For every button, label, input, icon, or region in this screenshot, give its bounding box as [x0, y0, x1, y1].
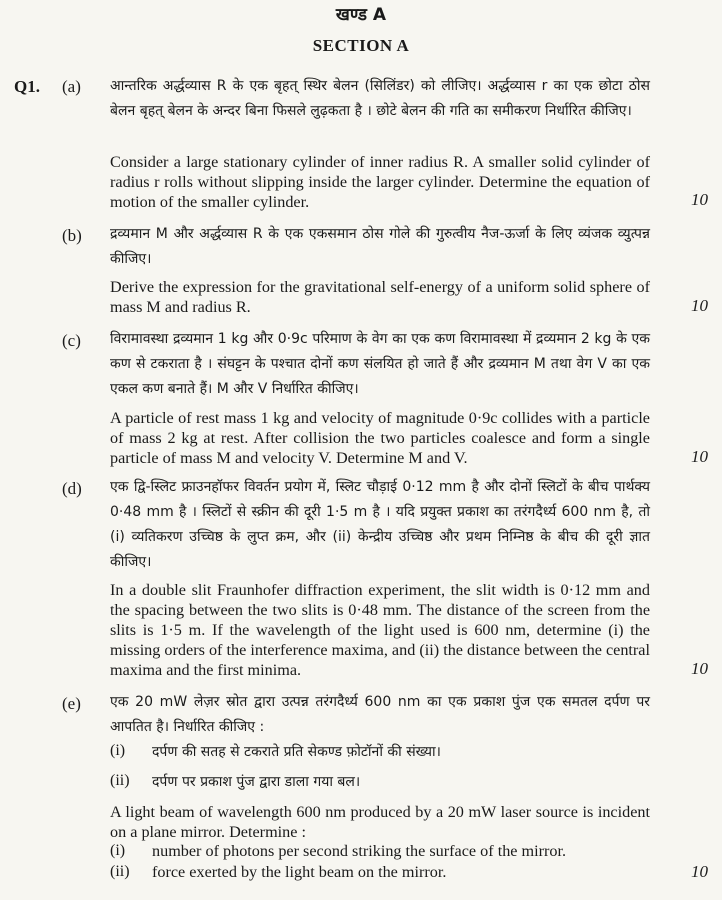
part-c-english: A particle of rest mass 1 kg and velocity of magnitude 0·9c collides with a particle of mass 2 kg at rest. After collision the two particles coalesce and form a single particle of mass M and velocity V. Determine M and V. — [110, 409, 650, 467]
part-d-marks: 10 — [691, 659, 708, 678]
part-c-hindi: विरामावस्था द्रव्यमान 1 kg और 0·9c परिमाण के वेग का एक कण विरामावस्था में द्रव्यमान 2 kg के एक कण से टकराता है । संघट्टन के पश्चात दोनों कण संलयित हो जाते हैं और द्रव्यमान M तथा वेग V का एक एकल कण बनाते हैं। M और V निर्धारित कीजिए। — [110, 331, 650, 397]
part-e-hindi-item-ii-label: (ii) — [110, 772, 130, 789]
part-e-english-item-ii-text: force exerted by the light beam on the mirror. — [152, 863, 447, 881]
part-b-marks: 10 — [691, 296, 708, 315]
part-e-hindi: एक 20 mW लेज़र स्रोत द्वारा उत्पन्न तरंगदैर्ध्य 600 nm का एक प्रकाश पुंज एक समतल दर्पण पर आपतित है। निर्धारित कीजिए : — [110, 694, 650, 735]
question-number: Q1. — [14, 77, 40, 96]
part-c-marks: 10 — [691, 447, 708, 466]
part-e-hindi-item-ii-text: दर्पण पर प्रकाश पुंज द्वारा डाला गया बल। — [152, 774, 361, 790]
part-b-hindi: द्रव्यमान M और अर्द्धव्यास R के एक एकसमान ठोस गोले की गुरुत्वीय नैज-ऊर्जा के लिए व्यंजक व्युत्पन्न कीजिए। — [110, 226, 650, 267]
part-b-english: Derive the expression for the gravitational self-energy of a uniform solid sphere of mass M and radius R. — [110, 278, 650, 316]
part-e-hindi-item-i-text: दर्पण की सतह से टकराते प्रति सेकण्ड फ़ोटॉनों की संख्या। — [152, 744, 441, 760]
part-e-english: A light beam of wavelength 600 nm produced by a 20 mW laser source is incident on a plane mirror. Determine : — [110, 803, 650, 841]
part-a-english: Consider a large stationary cylinder of inner radius R. A smaller solid cylinder of radius r rolls without slipping inside the larger cylinder. Determine the equation of motion of the smaller cylinder. — [110, 153, 650, 211]
section-title-english: SECTION A — [312, 36, 410, 55]
part-e-english-item-ii-label: (ii) — [110, 863, 130, 880]
part-a-marks: 10 — [691, 190, 708, 209]
part-d-label: (d) — [62, 479, 82, 498]
part-e-marks: 10 — [691, 862, 708, 881]
part-a-hindi: आन्तरिक अर्द्धव्यास R के एक बृहत् स्थिर बेलन (सिलिंडर) को लीजिए। अर्द्धव्यास r का एक छोटा ठोस बेलन बृहत् बेलन के अन्दर बिना फिसले लुढ़कता है । छोटे बेलन की गति का समीकरण निर्धारित कीजिए। — [110, 78, 650, 119]
part-e-label: (e) — [62, 694, 81, 713]
part-e-english-item-i-label: (i) — [110, 842, 126, 859]
part-b-label: (b) — [62, 226, 82, 245]
part-d-hindi: एक द्वि-स्लिट फ्राउनहॉफर विवर्तन प्रयोग में, स्लिट चौड़ाई 0·12 mm है और दोनों स्लिटों के बीच पार्थक्य 0·48 mm है । स्लिटों से स्क्रीन की दूरी 1·5 m है । यदि प्रयुक्त प्रकाश का तरंगदैर्ध्य 600 nm है, तो (i) व्यतिकरण उच्चिष्ठ के लुप्त क्रम, और (ii) केन्द्रीय उच्चिष्ठ और प्रथम निम्निष्ठ के बीच की दूरी ज्ञात कीजिए। — [110, 479, 650, 570]
part-e-hindi-item-i-label: (i) — [110, 742, 126, 759]
part-c-label: (c) — [62, 331, 81, 350]
part-a-label: (a) — [62, 77, 81, 96]
part-d-english: In a double slit Fraunhofer diffraction experiment, the slit width is 0·12 mm and the spacing between the two slits is 0·48 mm. The distance of the screen from the slits is 1·5 m. If the wavelength of the light used is 600 nm, determine (i) the missing orders of the interference maxima, and (ii) the distance between the central maxima and the first minima. — [110, 581, 650, 679]
section-title-hindi: खण्ड A — [335, 5, 387, 25]
part-e-english-item-i-text: number of photons per second striking the surface of the mirror. — [152, 842, 567, 860]
